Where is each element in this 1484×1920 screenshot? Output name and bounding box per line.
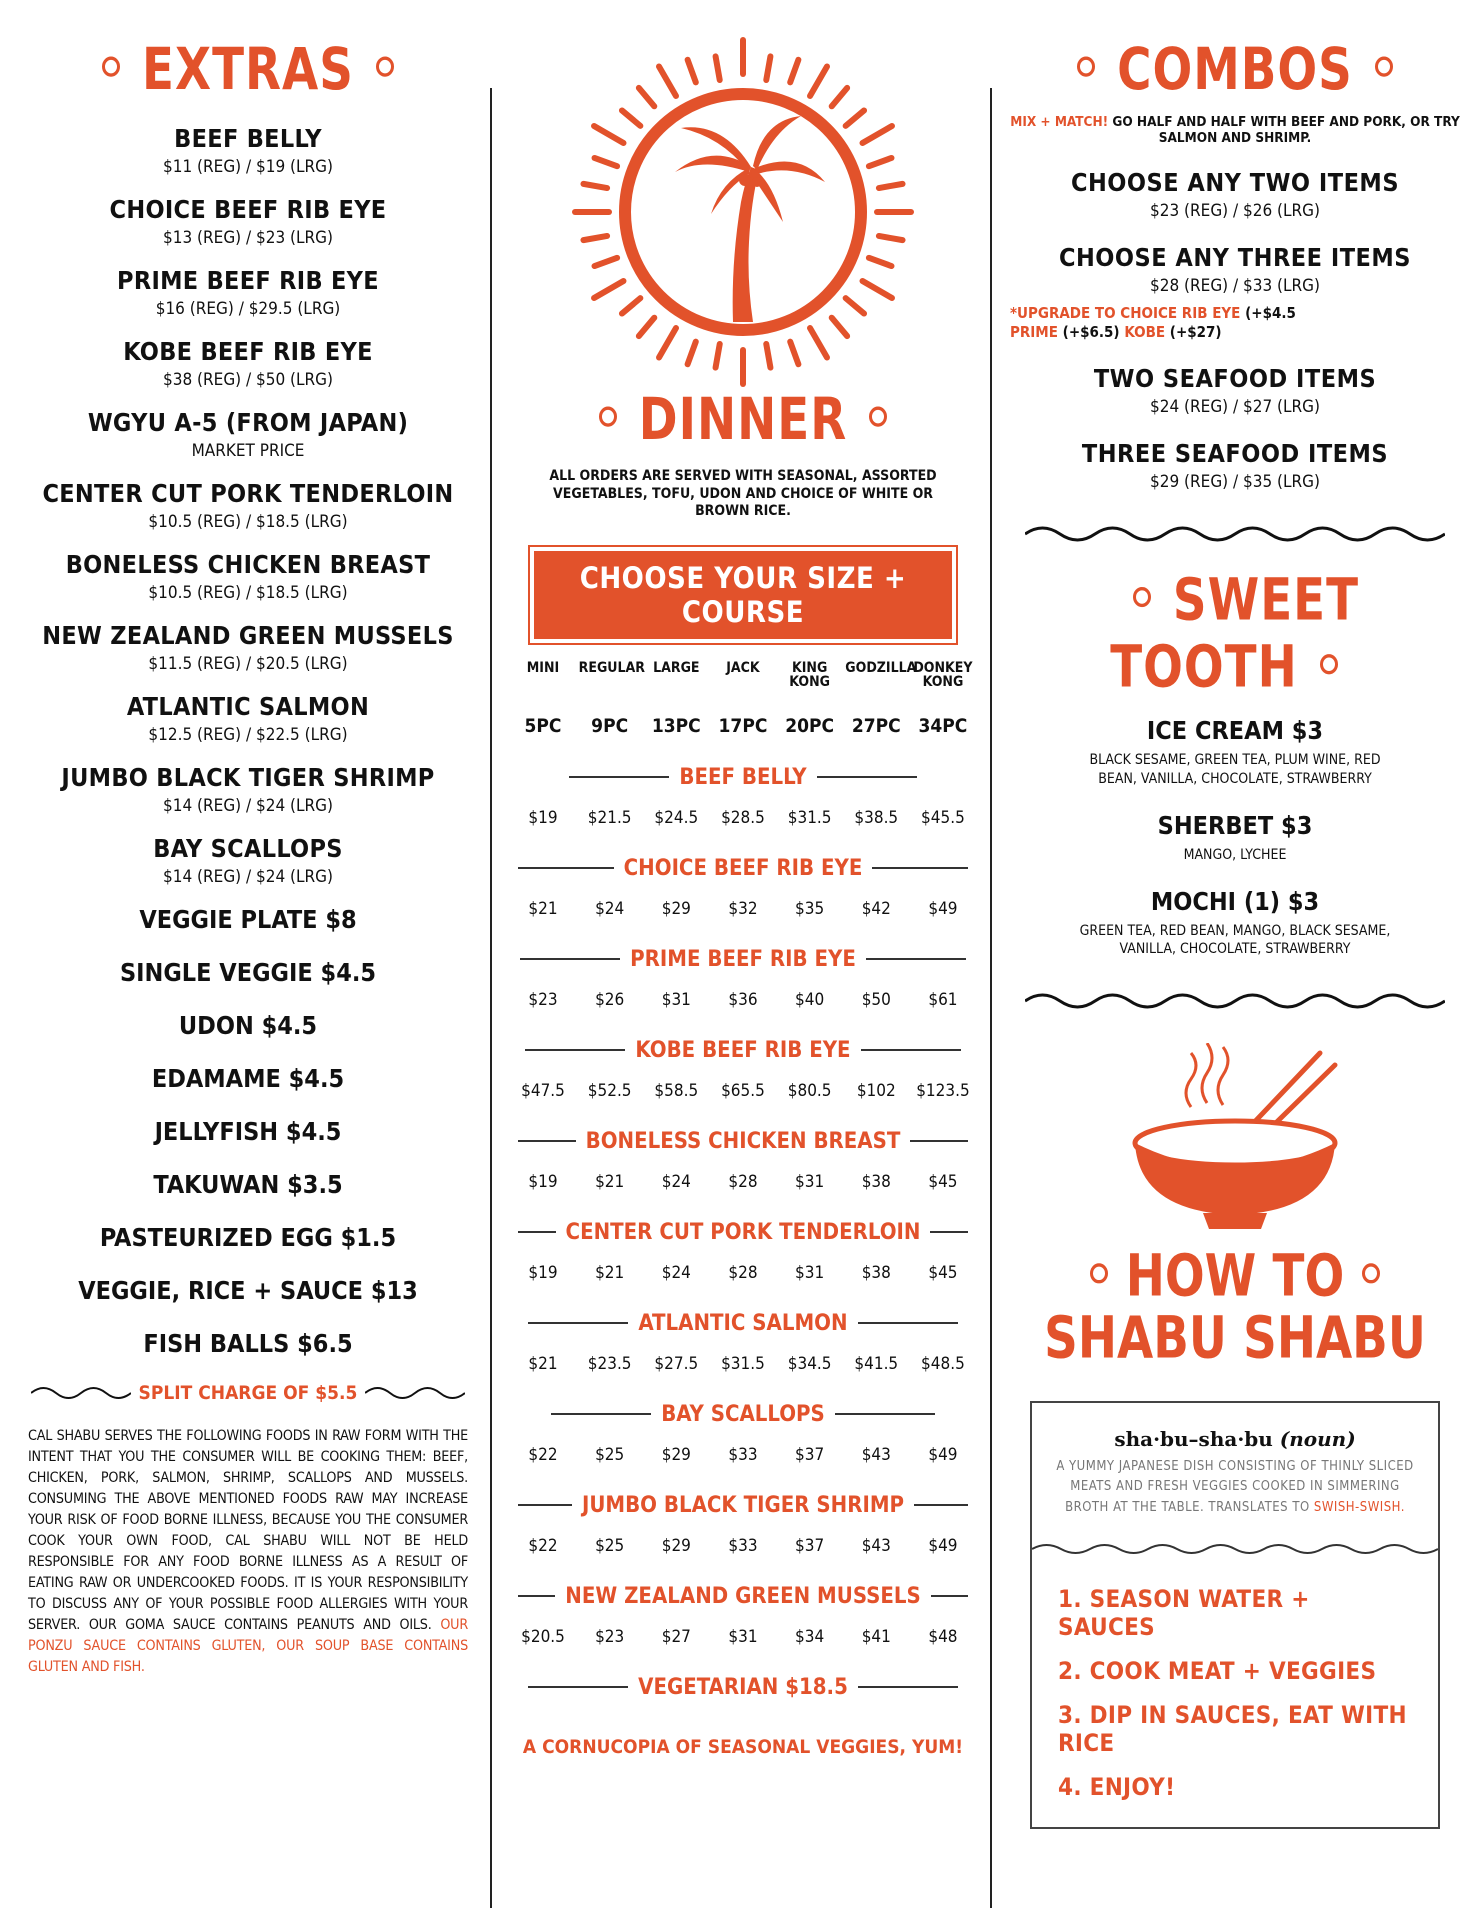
combo-upgrade-note: [1010, 304, 1460, 342]
extra-item: [28, 763, 468, 816]
sweet-item-flavors: GREEN TEA, RED BEAN, MANGO, BLACK SESAME, VANILLA, CHOCOLATE, STRAWBERRY: [1079, 922, 1391, 958]
sweet-item-flavors: MANGO, LYCHEE: [1183, 846, 1287, 863]
extra-single-item: VEGGIE PLATE $8: [139, 905, 357, 934]
how-to-steps: [1032, 1559, 1438, 1827]
size-name: KING KONG: [789, 659, 830, 690]
meat-price: $123.5: [916, 1080, 970, 1101]
sun-ray: [766, 56, 770, 80]
piece-count: 9PC: [591, 714, 629, 737]
extra-item: [28, 124, 468, 177]
extra-item-name: JUMBO BLACK TIGER SHRIMP: [61, 763, 435, 792]
meat-price: $49: [928, 898, 958, 919]
extra-single-item: TAKUWAN $3.5: [153, 1170, 343, 1199]
meat-price: $36: [728, 989, 758, 1010]
meat-price: $22: [528, 1535, 558, 1556]
circle-bullet-icon: [1362, 1264, 1380, 1284]
extra-item: [28, 550, 468, 603]
meat-heading: [508, 765, 978, 790]
meat-price: $26: [595, 989, 625, 1010]
upgrade-part: (+$4.5: [1245, 304, 1296, 323]
meat-price: $23.5: [587, 1353, 632, 1374]
meat-price: $80.5: [787, 1080, 832, 1101]
meat-price: $102: [856, 1080, 896, 1101]
combo-item: [1010, 439, 1460, 492]
sweet-tooth-list: [1010, 716, 1460, 959]
extra-item: [28, 337, 468, 390]
meat-heading: [508, 1129, 978, 1154]
piece-count: 5PC: [524, 714, 562, 737]
extra-single-item: EDAMAME $4.5: [151, 1064, 345, 1093]
sun-ray: [639, 318, 654, 336]
wave-divider-icon: [1032, 1539, 1438, 1559]
extra-item-price: $10.5 (REG) / $18.5 (LRG): [148, 512, 348, 532]
meat-name: KOBE BEEF RIB EYE: [635, 1037, 851, 1063]
vegetarian-price: VEGETARIAN $18.5: [638, 1674, 848, 1700]
meat-price: $45: [928, 1262, 958, 1283]
meat-price: $48.5: [921, 1353, 965, 1374]
meat-price: $29: [661, 1535, 691, 1556]
meat-price-row: [508, 1172, 978, 1192]
bowl-chopsticks-icon: [1115, 1043, 1355, 1243]
circle-bullet-icon: [1375, 57, 1393, 77]
size-name: JACK: [726, 659, 760, 676]
upgrade-part: KOBE: [1124, 323, 1166, 342]
extra-item-price: $12.5 (REG) / $22.5 (LRG): [148, 725, 348, 745]
sweet-item-name: ICE CREAM $3: [1146, 715, 1324, 745]
combo-price: $24 (REG) / $27 (LRG): [1150, 396, 1320, 417]
piece-count: 34PC: [918, 714, 968, 737]
circle-bullet-icon: [869, 407, 887, 427]
circle-bullet-icon: [1090, 1264, 1108, 1284]
size-name: DONKEY KONG: [913, 659, 973, 690]
heading-rule: [835, 1413, 935, 1415]
size-name: REGULAR: [578, 659, 645, 676]
meat-price: $45.5: [921, 807, 965, 828]
sun-ray: [583, 184, 607, 188]
wave-divider-icon: [31, 1383, 131, 1403]
combo-item: [1010, 243, 1460, 296]
wave-divider-icon: [1025, 522, 1445, 546]
palm-tree-sun-icon: [563, 32, 923, 392]
sun-ray: [716, 56, 720, 80]
meat-price: $50: [861, 989, 891, 1010]
how-to-step: 4. ENJOY!: [1058, 1772, 1176, 1801]
size-course-banner: [528, 545, 958, 645]
extras-title: EXTRAS: [28, 36, 468, 103]
extras-column: [28, 36, 468, 1678]
sun-ray: [790, 342, 798, 365]
meat-price: $21: [595, 1171, 625, 1192]
heading-rule: [861, 1049, 961, 1051]
extra-item-name: NEW ZEALAND GREEN MUSSELS: [42, 621, 454, 650]
piece-count: 27PC: [851, 714, 901, 737]
meat-price: $21: [595, 1262, 625, 1283]
heading-rule: [518, 1595, 555, 1597]
meat-price: $25: [595, 1444, 625, 1465]
meat-price: $19: [528, 807, 558, 828]
combo-name: CHOOSE ANY THREE ITEMS: [1058, 243, 1411, 273]
sun-ray: [790, 60, 798, 83]
definition-text: A YUMMY JAPANESE DISH CONSISTING OF THINLY SLICED MEATS AND FRESH VEGGIES COOKED IN SIMMERING BROTH AT THE TABLE. TRANSLATES TO SWISH-SWISH.: [1056, 1458, 1414, 1516]
sun-ray: [688, 342, 696, 365]
meat-price: $21: [528, 898, 558, 919]
upgrade-part: (+$27): [1169, 323, 1222, 342]
meat-price: $20.5: [521, 1626, 565, 1647]
heading-rule: [817, 776, 917, 778]
extra-item-name: CHOICE BEEF RIB EYE: [109, 195, 387, 224]
extra-item: [28, 408, 468, 461]
meat-price: $22: [528, 1444, 558, 1465]
extra-item-price: $11 (REG) / $19 (LRG): [163, 157, 333, 177]
definition-section: [1032, 1403, 1438, 1539]
meat-price: $35: [795, 898, 825, 919]
meat-price: $24: [595, 898, 625, 919]
meat-price: $29: [661, 1444, 691, 1465]
heading-rule: [525, 1049, 625, 1051]
sun-ray: [810, 67, 827, 96]
meat-name: CENTER CUT PORK TENDERLOIN: [565, 1219, 921, 1245]
heading-rule: [569, 776, 669, 778]
meat-name: NEW ZEALAND GREEN MUSSELS: [565, 1583, 921, 1609]
circle-bullet-icon: [376, 57, 394, 77]
meat-price: $33: [728, 1535, 758, 1556]
size-name: GODZILLA: [845, 659, 917, 676]
meat-price: $25: [595, 1535, 625, 1556]
meat-name: BAY SCALLOPS: [661, 1401, 825, 1427]
meat-price: $34: [795, 1626, 825, 1647]
meat-price: $19: [528, 1262, 558, 1283]
combo-price: $23 (REG) / $26 (LRG): [1150, 201, 1320, 222]
sun-ray: [622, 110, 640, 125]
sun-ray: [594, 126, 623, 143]
bowl-chopsticks-icon: [1115, 1043, 1355, 1243]
sun-ray: [863, 126, 892, 143]
sun-ray: [583, 236, 607, 240]
sun-ray: [832, 88, 847, 106]
dinner-column: [508, 40, 978, 1758]
how-to-step: 2. COOK MEAT + VEGGIES: [1058, 1656, 1377, 1685]
extra-item-name: KOBE BEEF RIB EYE: [123, 337, 373, 366]
meat-price: $38: [861, 1171, 891, 1192]
meat-price-row: [508, 1627, 978, 1647]
sweet-item: [1010, 716, 1460, 789]
circle-bullet-icon: [599, 407, 617, 427]
size-name: MINI: [526, 659, 560, 676]
heading-rule: [858, 1322, 958, 1324]
meat-name: CHOICE BEEF RIB EYE: [623, 855, 863, 881]
upgrade-part: (+$6.5): [1062, 323, 1120, 342]
meat-price-table: [508, 765, 978, 1647]
sweet-tooth-title: SWEET TOOTH: [1110, 566, 1360, 702]
meat-price-row: [508, 990, 978, 1010]
meat-price: $47.5: [521, 1080, 565, 1101]
sweet-item-flavors: BLACK SESAME, GREEN TEA, PLUM WINE, RED BEAN, VANILLA, CHOCOLATE, STRAWBERRY: [1089, 751, 1381, 787]
meat-price: $19: [528, 1171, 558, 1192]
heading-rule: [858, 1686, 958, 1688]
extras-list: [28, 124, 468, 887]
shabu-definition-box: [1030, 1401, 1440, 1829]
how-to-step: 3. DIP IN SAUCES, EAT WITH RICE: [1058, 1700, 1407, 1757]
meat-price: $27: [661, 1626, 691, 1647]
heading-rule: [518, 1231, 556, 1233]
sun-ray: [863, 281, 892, 298]
heading-rule: [914, 1504, 968, 1506]
meat-name: BONELESS CHICKEN BREAST: [585, 1128, 901, 1154]
sweet-item: [1010, 811, 1460, 865]
meat-price: $37: [795, 1444, 825, 1465]
piece-counts-row: [508, 715, 978, 737]
sun-ray: [846, 298, 864, 313]
palm-tree-sun-icon: [563, 32, 923, 392]
meat-price: $38: [861, 1262, 891, 1283]
extra-item-price: $14 (REG) / $24 (LRG): [163, 867, 333, 887]
meat-price: $65.5: [721, 1080, 765, 1101]
meat-price: $34.5: [787, 1353, 832, 1374]
extra-item-price: $13 (REG) / $23 (LRG): [163, 228, 333, 248]
sun-ray: [716, 344, 720, 368]
combos-intro: MIX + MATCH! GO HALF AND HALF WITH BEEF AND PORK, OR TRY SALMON AND SHRIMP.: [1010, 114, 1460, 147]
meat-price: $24.5: [654, 807, 699, 828]
heading-rule: [518, 867, 614, 869]
wave-divider-icon: [365, 1383, 465, 1403]
meat-price: $32: [728, 898, 758, 919]
meat-price: $28: [728, 1262, 758, 1283]
meat-price: $31: [661, 989, 691, 1010]
circle-bullet-icon: [1320, 654, 1338, 674]
meat-price: $33: [728, 1444, 758, 1465]
sweet-item-name: MOCHI (1) $3: [1150, 886, 1320, 916]
meat-price: $52.5: [587, 1080, 632, 1101]
meat-price: $40: [795, 989, 825, 1010]
sun-ray: [639, 88, 654, 106]
meat-heading: [508, 947, 978, 972]
meat-price: $28.5: [721, 807, 765, 828]
sun-ray: [869, 258, 892, 266]
size-names-row: [508, 661, 978, 689]
extra-item-price: $38 (REG) / $50 (LRG): [163, 370, 333, 390]
heading-rule: [910, 1140, 968, 1142]
meat-name: PRIME BEEF RIB EYE: [630, 946, 856, 972]
sun-ray: [595, 258, 618, 266]
extra-single-item: JELLYFISH $4.5: [154, 1117, 342, 1146]
piece-count: 17PC: [718, 714, 768, 737]
extra-item-price: $11.5 (REG) / $20.5 (LRG): [148, 654, 348, 674]
meat-price: $42: [861, 898, 891, 919]
extra-item: [28, 195, 468, 248]
extra-single-item: PASTEURIZED EGG $1.5: [99, 1223, 397, 1252]
circle-bullet-icon: [102, 57, 120, 77]
meat-price: $43: [861, 1444, 891, 1465]
combo-name: THREE SEAFOOD ITEMS: [1081, 438, 1389, 468]
sun-ray: [879, 184, 903, 188]
combo-price: $29 (REG) / $35 (LRG): [1150, 471, 1320, 492]
heading-rule: [551, 1413, 651, 1415]
raw-food-disclaimer: CAL SHABU SERVES THE FOLLOWING FOODS IN RAW FORM WITH THE INTENT THAT YOU THE CONSUMER WILL BE COOKING THEM: BEEF, CHICKEN, PORK, SALMON, SHRIMP, SCALLOPS AND MUSSELS. CONSUMING THE ABOVE MENTIONED FOODS RAW MAY INCREASE YOUR RISK OF FOOD BORNE ILLNESS, BECAUSE YOU THE CONSUMER COOK YOUR OWN FOOD, CAL SHABU WILL NOT BE HELD RESPONSIBLE FOR ANY FOOD BORNE ILLNESS AS A RESULT OF EATING RAW OR UNDERCOOKED FOODS. IT IS YOUR RESPONSIBILITY TO DISCUSS ANY OF YOUR POSSIBLE FOOD ALLERGIES WITH YOUR SERVER. OUR GOMA SAUCE CONTAINS PEANUTS AND OILS. OUR PONZU SAUCE CONTAINS GLUTEN, OUR SOUP BASE CONTAINS GLUTEN AND FISH.: [28, 1428, 468, 1676]
meat-price: $23: [595, 1626, 625, 1647]
heading-rule: [518, 1504, 572, 1506]
meat-price: $41.5: [854, 1353, 899, 1374]
meat-price: $48: [928, 1626, 958, 1647]
upgrade-part: PRIME: [1010, 323, 1058, 342]
sun-ray: [869, 158, 892, 166]
meat-price: $21: [528, 1353, 558, 1374]
extra-item-name: ATLANTIC SALMON: [126, 692, 370, 721]
heading-rule: [872, 867, 968, 869]
heading-rule: [520, 958, 620, 960]
how-to-title: HOW TO SHABU SHABU: [1044, 1243, 1426, 1372]
extra-item-name: BAY SCALLOPS: [153, 834, 343, 863]
meat-price: $31: [795, 1171, 825, 1192]
extra-single-item: SINGLE VEGGIE $4.5: [119, 958, 377, 987]
sun-ray: [595, 158, 618, 166]
definition-word: sha·bu–sha·bu (noun): [1114, 1426, 1356, 1451]
extra-item-price: $16 (REG) / $29.5 (LRG): [155, 299, 341, 319]
sweet-item: [1010, 887, 1460, 960]
meat-price: $23: [528, 989, 558, 1010]
meat-heading: [508, 1220, 978, 1245]
combos-column: [1010, 36, 1460, 1829]
sun-ray: [688, 60, 696, 83]
circle-bullet-icon: [1077, 57, 1095, 77]
meat-heading: [508, 1038, 978, 1063]
combo-price: $28 (REG) / $33 (LRG): [1150, 276, 1320, 297]
meat-price: $41: [861, 1626, 891, 1647]
extra-item-name: BEEF BELLY: [174, 124, 322, 153]
extra-item-price: $10.5 (REG) / $18.5 (LRG): [148, 583, 348, 603]
extra-item-price: $14 (REG) / $24 (LRG): [163, 796, 333, 816]
meat-price: $27.5: [654, 1353, 699, 1374]
sun-ray: [766, 344, 770, 368]
meat-price: $37: [795, 1535, 825, 1556]
heading-rule: [518, 1140, 576, 1142]
meat-price: $31.5: [721, 1353, 765, 1374]
meat-price: $21.5: [587, 807, 632, 828]
combo-name: TWO SEAFOOD ITEMS: [1093, 363, 1377, 393]
combos-list: [1010, 168, 1460, 492]
meat-price: $31.5: [787, 807, 832, 828]
meat-price: $43: [861, 1535, 891, 1556]
meat-price-row: [508, 899, 978, 919]
sun-ray: [846, 110, 864, 125]
sun-ray: [659, 67, 676, 96]
meat-name: BEEF BELLY: [679, 764, 807, 790]
meat-price: $31: [728, 1626, 758, 1647]
circle-bullet-icon: [1133, 587, 1151, 607]
extra-item: [28, 692, 468, 745]
combos-title: COMBOS: [1010, 36, 1460, 103]
meat-price-row: [508, 1263, 978, 1283]
column-divider-left: [490, 88, 492, 1908]
sun-ray: [832, 318, 847, 336]
extra-item-name: WGYU A-5 (FROM JAPAN): [87, 408, 409, 437]
dinner-note: ALL ORDERS ARE SERVED WITH SEASONAL, ASSORTED VEGETABLES, TOFU, UDON AND CHOICE OF WHITE OR BROWN RICE.: [549, 468, 937, 519]
heading-rule: [930, 1231, 968, 1233]
sweet-item-name: SHERBET $3: [1157, 810, 1313, 840]
heading-rule: [931, 1595, 968, 1597]
meat-price-row: [508, 1081, 978, 1101]
extra-item-name: PRIME BEEF RIB EYE: [117, 266, 379, 295]
piece-count: 13PC: [651, 714, 701, 737]
vegetarian-heading: [508, 1675, 978, 1700]
split-charge-row: [28, 1382, 468, 1404]
sun-ray: [622, 298, 640, 313]
extra-item: [28, 266, 468, 319]
wave-divider-icon: [1025, 989, 1445, 1013]
meat-price: $24: [661, 1171, 691, 1192]
sun-ray: [810, 328, 827, 357]
meat-price: $61: [928, 989, 958, 1010]
meat-price: $49: [928, 1535, 958, 1556]
extra-item-price: MARKET PRICE: [191, 441, 305, 461]
extra-item-name: CENTER CUT PORK TENDERLOIN: [42, 479, 454, 508]
upgrade-part: *UPGRADE TO CHOICE RIB EYE: [1010, 304, 1241, 323]
column-divider-right: [990, 88, 992, 1908]
vegetarian-tagline: A CORNUCOPIA OF SEASONAL VEGGIES, YUM!: [522, 1735, 964, 1758]
combo-item: [1010, 364, 1460, 417]
piece-count: 20PC: [785, 714, 835, 737]
meat-heading: [508, 1493, 978, 1518]
extra-single-item: UDON $4.5: [178, 1011, 318, 1040]
meat-name: ATLANTIC SALMON: [638, 1310, 848, 1336]
meat-price-row: [508, 1354, 978, 1374]
meat-price: $24: [661, 1262, 691, 1283]
extras-singles: [28, 905, 468, 1358]
meat-price: $31: [795, 1262, 825, 1283]
how-to-step: 1. SEASON WATER + SAUCES: [1058, 1584, 1310, 1641]
meat-price: $29: [661, 898, 691, 919]
sun-ray: [659, 328, 676, 357]
meat-price: $28: [728, 1171, 758, 1192]
heading-rule: [866, 958, 966, 960]
meat-heading: [508, 856, 978, 881]
extra-item: [28, 621, 468, 674]
heading-rule: [528, 1686, 628, 1688]
split-charge: SPLIT CHARGE OF $5.5: [138, 1382, 358, 1404]
extra-single-item: VEGGIE, RICE + SAUCE $13: [78, 1276, 418, 1305]
meat-price-row: [508, 1445, 978, 1465]
meat-name: JUMBO BLACK TIGER SHRIMP: [581, 1492, 905, 1518]
meat-heading: [508, 1584, 978, 1609]
combo-name: CHOOSE ANY TWO ITEMS: [1070, 168, 1400, 198]
meat-price-row: [508, 808, 978, 828]
meat-price: $49: [928, 1444, 958, 1465]
dinner-title: DINNER: [508, 386, 978, 453]
extra-single-item: FISH BALLS $6.5: [143, 1329, 353, 1358]
meat-heading: [508, 1402, 978, 1427]
meat-price: $38.5: [854, 807, 899, 828]
meat-price: $58.5: [654, 1080, 699, 1101]
sun-ray: [879, 236, 903, 240]
size-course-banner-label: CHOOSE YOUR SIZE + COURSE: [534, 551, 952, 639]
extra-item-name: BONELESS CHICKEN BREAST: [65, 550, 431, 579]
sun-ray: [594, 281, 623, 298]
meat-heading: [508, 1311, 978, 1336]
size-name: LARGE: [653, 659, 700, 676]
combo-item: [1010, 168, 1460, 221]
extra-item: [28, 834, 468, 887]
extra-item: [28, 479, 468, 532]
meat-price-row: [508, 1536, 978, 1556]
meat-price: $45: [928, 1171, 958, 1192]
heading-rule: [528, 1322, 628, 1324]
